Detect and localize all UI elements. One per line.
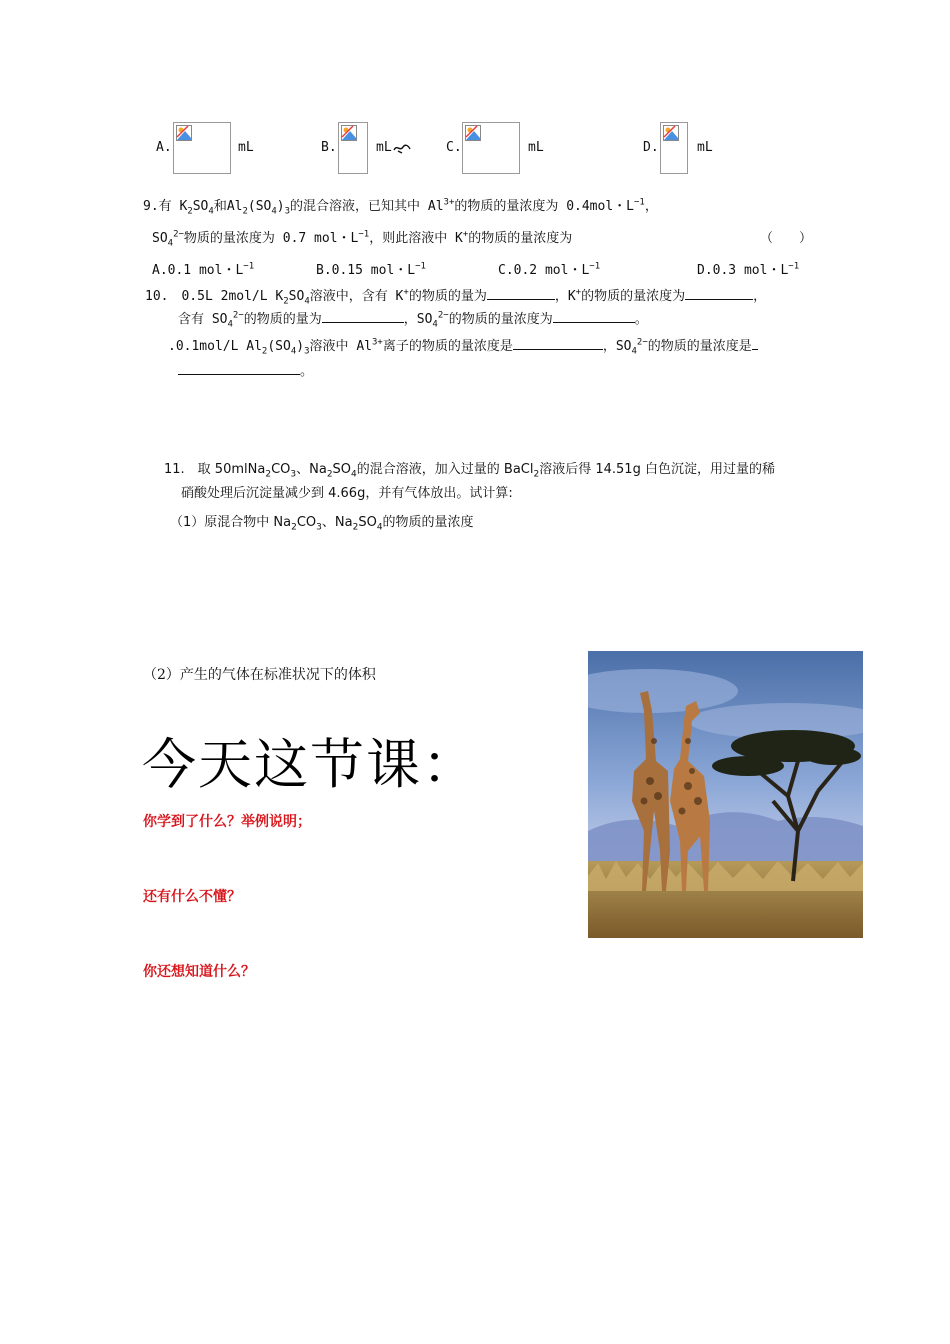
q8-option-a-label: A. <box>156 140 172 155</box>
summary-question-1: 你学到了什么？举例说明； <box>143 814 311 830</box>
q9-option-d: D.0.3 mol・$L^{-1}$ <box>697 261 800 278</box>
q9-line1: 9.有 $K_2SO_4$和$Al_2(SO_4)_3$的混合溶液，已知其中 $Al^{3+}$的物质的量浓度为 0.4mol・$L^{-1}$， <box>143 197 658 217</box>
q8-option-c-unit: mL <box>528 140 544 155</box>
summary-title: 今天这节课： <box>142 733 478 796</box>
q8-option-a-unit: mL <box>238 140 254 155</box>
broken-image-icon <box>663 125 679 141</box>
q10-blank-4[interactable] <box>553 308 635 323</box>
q10-blank-6[interactable] <box>178 360 300 375</box>
q11-line1: 11. 取 $50mlNa_2CO_3$、$Na_2SO_4$的混合溶液，加入过量的 BaCl$_2$溶液后得 14.51g 白色沉淀，用过量的稀 <box>164 462 775 480</box>
broken-image-icon <box>465 125 481 141</box>
q8-option-b-image <box>338 122 368 174</box>
q9-option-a: A.0.1 mol・$L^{-1}$ <box>152 261 255 278</box>
summary-question-2: 还有什么不懂？ <box>143 889 241 905</box>
scribble-mark-icon <box>393 142 411 154</box>
q9-option-c: C.0.2 mol・$L^{-1}$ <box>498 261 601 278</box>
q10-line1: 10. 0.5L 2mol/L $K_2SO_4$溶液中，含有 K+的物质的量为 ，K+的物质的量浓度为 ， <box>145 285 766 307</box>
q10-blank-1[interactable] <box>487 285 555 300</box>
q10-line3: .0.1mol/L $Al_2(SO_4)_3$溶液中 $Al^{3+}$离子的物质的量浓度是 ，$SO_4^{2-}$的物质的量浓度是 <box>168 335 758 357</box>
q9-answer-paren: （ ） <box>760 231 813 246</box>
q8-option-c-image <box>462 122 520 174</box>
q8-option-d-label: D. <box>643 140 659 155</box>
q11-line2: 硝酸处理后沉淀量减少到 4.66g，并有气体放出。试计算: <box>181 486 513 501</box>
summary-question-3: 你还想知道什么？ <box>143 964 255 980</box>
q10-line4: 。 <box>178 360 313 379</box>
q8-option-b-label: B. <box>321 140 337 155</box>
q10-blank-2[interactable] <box>685 285 753 300</box>
q10-blank-3[interactable] <box>322 308 404 323</box>
q11-part2: （2）产生的气体在标准状况下的体积 <box>143 667 376 683</box>
q8-option-c-label: C. <box>446 140 462 155</box>
q10-blank-5[interactable] <box>513 335 603 350</box>
giraffe-photo <box>588 651 863 938</box>
q10-line2: 含有 $SO_4^{2-}$的物质的量为 ，$SO_4^{2-}$的物质的量浓度为 。 <box>178 308 648 330</box>
q8-option-a-image <box>173 122 231 174</box>
q9-option-b: B.0.15 mol・$L^{-1}$ <box>316 261 426 278</box>
q8-option-b-unit: mL <box>376 140 392 155</box>
q8-option-d-unit: mL <box>697 140 713 155</box>
q9-line2: $SO_4^{2-}$物质的量浓度为 0.7 mol・$L^{-1}$，则此溶液中 K+的物质的量浓度为 <box>152 229 573 249</box>
q11-part1: （1）原混合物中 $Na_2CO_3$、$Na_2SO_4$的物质的量浓度 <box>170 515 474 533</box>
broken-image-icon <box>176 125 192 141</box>
q8-option-d-image <box>660 122 688 174</box>
broken-image-icon <box>341 125 357 141</box>
